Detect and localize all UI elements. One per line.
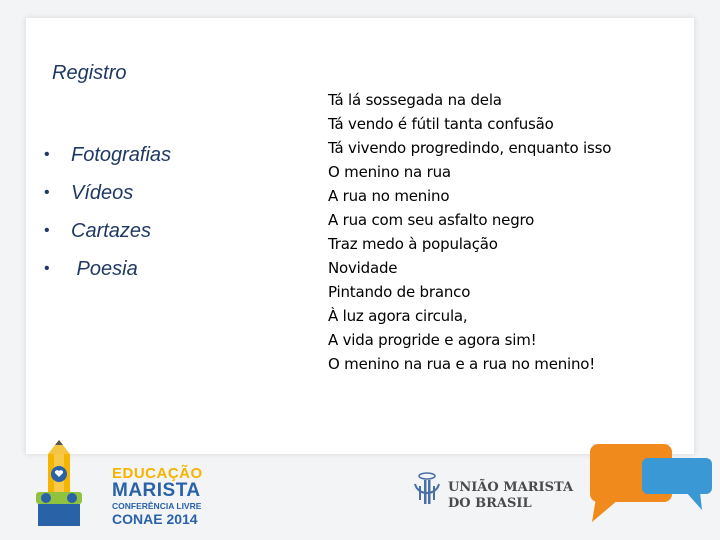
poem-line: Tá vivendo progredindo, enquanto isso	[328, 139, 612, 157]
bullet-dot-icon: •	[44, 222, 50, 239]
speech-bubbles-icon	[582, 430, 720, 540]
footer-logos	[0, 430, 720, 540]
list-item-label: Vídeos	[71, 182, 134, 204]
bullet-list	[44, 136, 171, 288]
conae-line-3: CONFERÊNCIA LIVRE	[112, 501, 202, 511]
umbra-line-2: DO BRASIL	[448, 496, 532, 511]
umbra-line-1: UNIÃO MARISTA	[448, 480, 574, 495]
poem-line: A rua no menino	[328, 187, 450, 205]
conae-line-1: EDUCAÇÃO	[112, 465, 203, 482]
poem-line: A rua com seu asfalto negro	[328, 211, 535, 229]
poem-line: Tá lá sossegada na dela	[328, 91, 502, 109]
section-title: Registro	[52, 62, 127, 84]
conae-line-2: MARISTA	[112, 480, 201, 501]
poem-line: Traz medo à população	[328, 235, 498, 253]
list-item	[44, 250, 171, 288]
list-item	[44, 174, 171, 212]
poem-line: Pintando de branco	[328, 283, 471, 301]
bullet-dot-icon: •	[44, 146, 50, 163]
poem-line: Novidade	[328, 259, 398, 277]
poem-line: Tá vendo é fútil tanta confusão	[328, 115, 554, 133]
poem-line: À luz agora circula,	[328, 307, 468, 325]
list-item-label: Poesia	[71, 258, 138, 280]
marista-emblem-icon	[410, 470, 444, 508]
umbra-logo-text	[448, 480, 588, 512]
list-item-label: Cartazes	[71, 220, 152, 242]
bullet-dot-icon: •	[44, 184, 50, 201]
poem-line: A vida progride e agora sim!	[328, 331, 537, 349]
conae-logo	[30, 438, 203, 528]
conae-line-4: CONAE 2014	[112, 510, 198, 527]
list-item	[44, 136, 171, 174]
poem-line: O menino na rua e a rua no menino!	[328, 355, 596, 373]
bullet-dot-icon: •	[44, 260, 50, 277]
list-item	[44, 212, 171, 250]
pencil-figure-icon	[34, 440, 84, 528]
list-item-label: Fotografias	[71, 144, 172, 166]
poem-line: O menino na rua	[328, 163, 451, 181]
poem-text	[328, 88, 611, 376]
conae-logo-text	[112, 466, 203, 526]
